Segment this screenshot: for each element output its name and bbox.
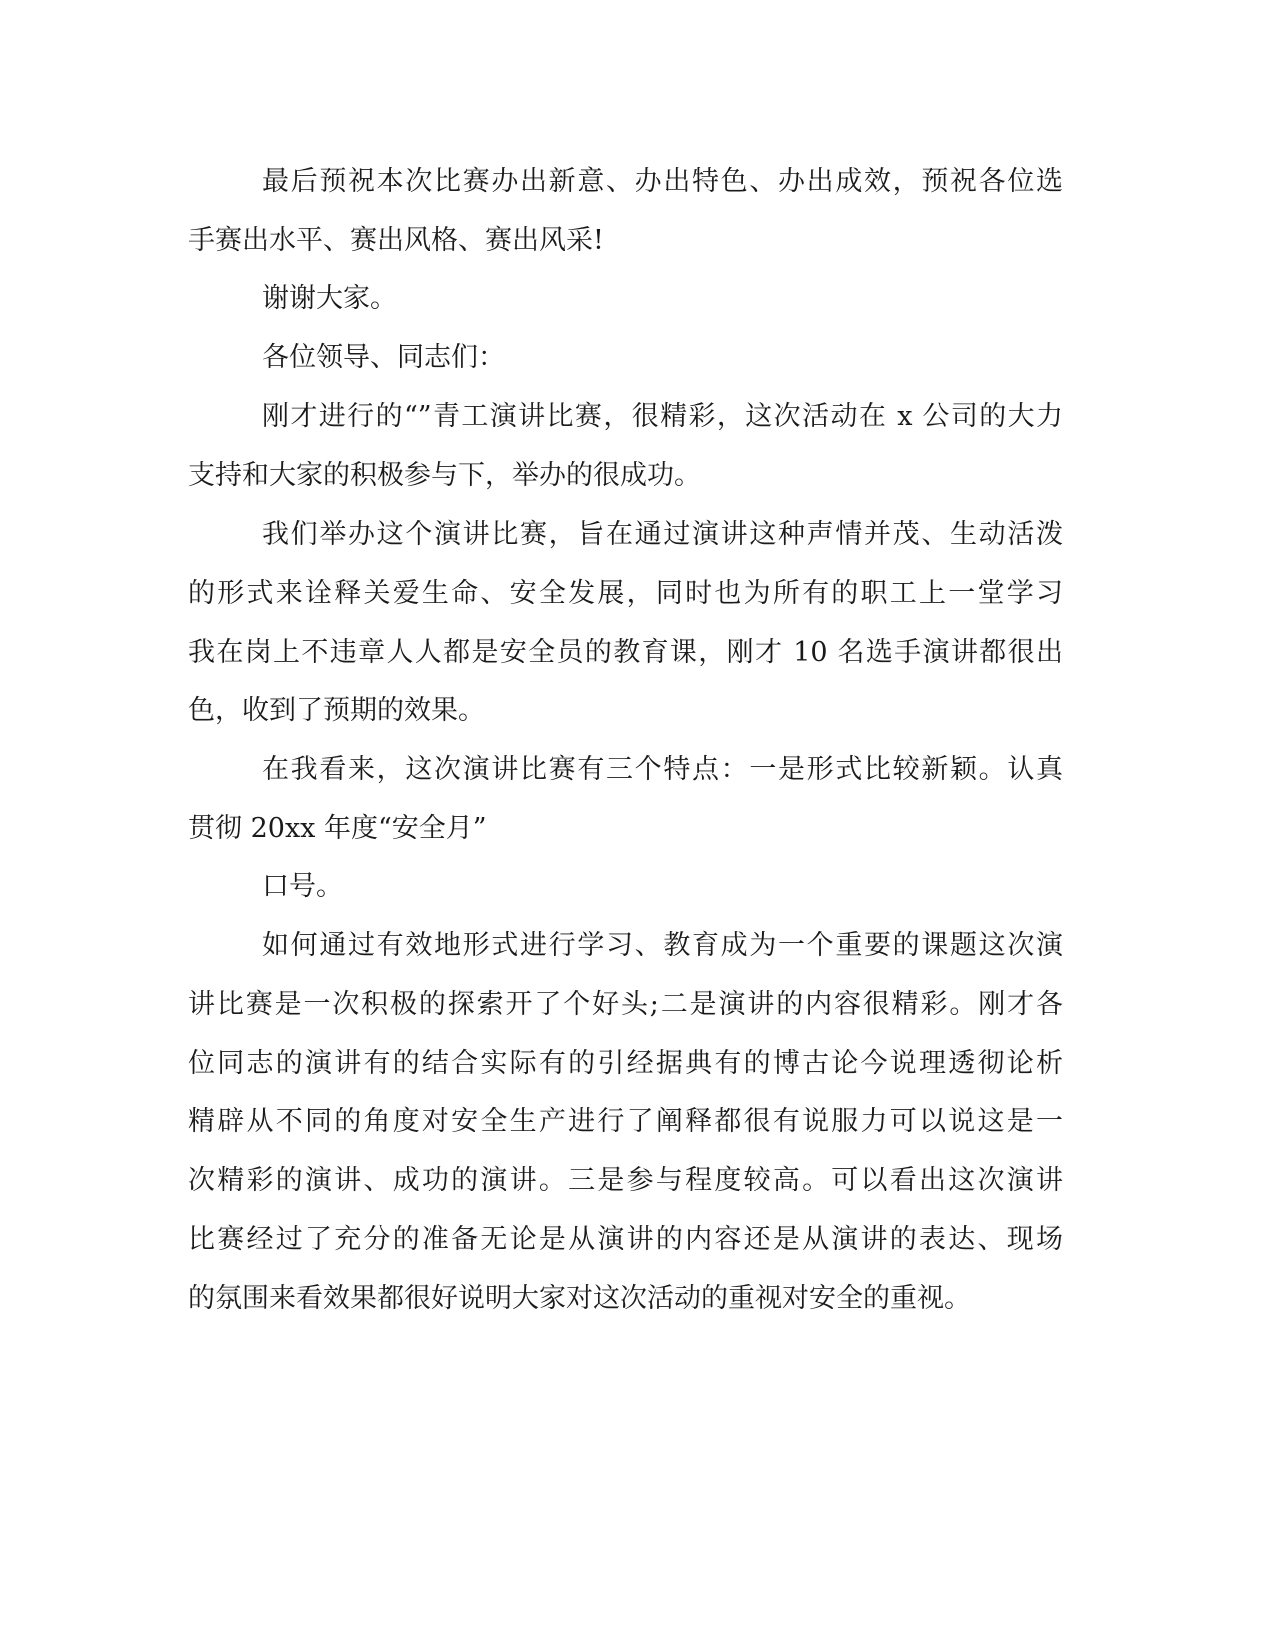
text-line: 精辟从不同的角度对安全生产进行了阐释都很有说服力可以说这是一 bbox=[188, 1106, 1063, 1137]
text-line: 我们举办这个演讲比赛，旨在通过演讲这种声情并茂、生动活泼 bbox=[262, 519, 1063, 550]
text-line: 贯彻 20xx 年度“安全月” bbox=[188, 813, 487, 844]
text-line: 如何通过有效地形式进行学习、教育成为一个重要的课题这次演 bbox=[262, 930, 1063, 961]
text-line: 的形式来诠释关爱生命、安全发展，同时也为所有的职工上一堂学习 bbox=[188, 578, 1063, 609]
text-line: 次精彩的演讲、成功的演讲。三是参与程度较高。可以看出这次演讲 bbox=[188, 1165, 1063, 1196]
text-line: 在我看来，这次演讲比赛有三个特点：一是形式比较新颖。认真 bbox=[262, 754, 1063, 785]
text-line: 各位领导、同志们： bbox=[262, 342, 505, 373]
text-line: 口号。 bbox=[262, 871, 343, 902]
text-line: 色，收到了预期的效果。 bbox=[188, 695, 485, 726]
text-line: 刚才进行的“”青工演讲比赛，很精彩，这次活动在 x 公司的大力 bbox=[262, 401, 1063, 432]
text-line: 最后预祝本次比赛办出新意、办出特色、办出成效，预祝各位选 bbox=[262, 166, 1063, 197]
text-line: 的氛围来看效果都很好说明大家对这次活动的重视对安全的重视。 bbox=[188, 1283, 971, 1314]
text-line: 我在岗上不违章人人都是安全员的教育课，刚才 10 名选手演讲都很出 bbox=[188, 637, 1063, 668]
text-line: 手赛出水平、赛出风格、赛出风采! bbox=[188, 225, 604, 256]
text-line: 讲比赛是一次积极的探索开了个好头;二是演讲的内容很精彩。刚才各 bbox=[188, 989, 1063, 1020]
text-line: 谢谢大家。 bbox=[262, 283, 397, 314]
text-line: 比赛经过了充分的准备无论是从演讲的内容还是从演讲的表达、现场 bbox=[188, 1224, 1063, 1255]
text-line: 位同志的演讲有的结合实际有的引经据典有的博古论今说理透彻论析 bbox=[188, 1048, 1063, 1079]
text-line: 支持和大家的积极参与下，举办的很成功。 bbox=[188, 460, 701, 491]
